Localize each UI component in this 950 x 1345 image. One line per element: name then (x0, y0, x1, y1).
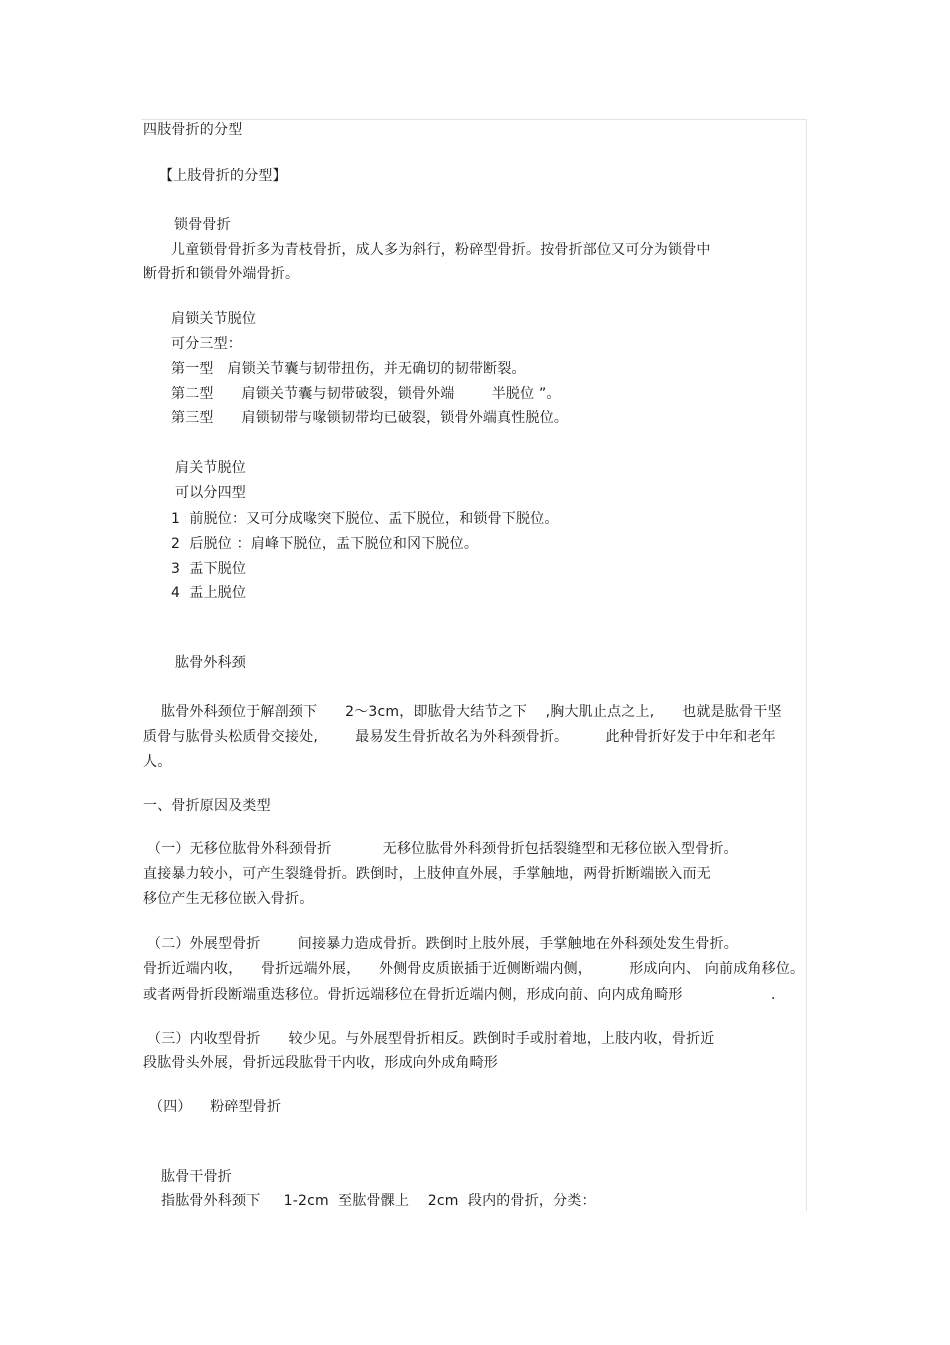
shoulder-heading: 肩关节脱位 (175, 460, 246, 476)
ac-joint-intro: 可分三型： (171, 336, 242, 352)
shoulder-intro: 可以分四型 (175, 485, 246, 501)
surgical-neck-para-line-1: 肱骨外科颈位于解剖颈下 2～3cm，即肱骨大结节之下 ,胸大肌止点之上, 也就是肱骨干坚 (161, 704, 782, 720)
clavicle-para-line-1: 儿童锁骨骨折多为青枝骨折，成人多为斜行，粉碎型骨折。按骨折部位又可分为锁骨中 (171, 242, 711, 258)
surgical-neck-heading: 肱骨外科颈 (175, 655, 246, 671)
clavicle-para-line-2: 断骨折和锁骨外端骨折。 (143, 266, 300, 282)
document-title: 四肢骨折的分型 (143, 122, 243, 138)
type-1-line-1: （一）无移位肱骨外科颈骨折 无移位肱骨外科颈骨折包括裂缝型和无移位嵌入型骨折。 (147, 841, 738, 857)
type-1-line-3: 移位产生无移位嵌入骨折。 (143, 891, 314, 907)
causes-heading: 一、骨折原因及类型 (143, 798, 271, 814)
ac-joint-type-1: 第一型 肩锁关节囊与韧带扭伤，并无确切的韧带断裂。 (171, 361, 526, 377)
type-2-line-1: （二）外展型骨折 间接暴力造成骨折。跌倒时上肢外展，手掌触地在外科颈处发生骨折。 (147, 936, 738, 952)
humeral-shaft-definition: 指肱骨外科颈下 1-2cm 至肱骨髁上 2cm 段内的骨折，分类： (161, 1193, 596, 1209)
shoulder-item-4: 4 盂上脱位 (171, 585, 247, 601)
type-4: （四） 粉碎型骨折 (149, 1099, 282, 1115)
ac-joint-heading: 肩锁关节脱位 (171, 311, 257, 327)
ac-joint-type-2: 第二型 肩锁关节囊与韧带破裂，锁骨外端 半脱位 ”。 (171, 386, 561, 402)
type-2-line-3: 或者两骨折段断端重迭移位。骨折远端移位在骨折近端内侧，形成向前、向内成角畸形 . (143, 987, 776, 1003)
type-3-line-2: 段肱骨头外展，骨折远段肱骨干内收，形成向外成角畸形 (143, 1055, 498, 1071)
shoulder-item-3: 3 盂下脱位 (171, 561, 247, 577)
shoulder-item-2: 2 后脱位 ：肩峰下脱位，盂下脱位和冈下脱位。 (171, 536, 479, 552)
surgical-neck-para-line-3: 人。 (143, 754, 172, 770)
surgical-neck-para-line-2: 质骨与肱骨头松质骨交接处, 最易发生骨折故名为外科颈骨折。 此种骨折好发于中年和老年 (143, 729, 776, 745)
ac-joint-type-3: 第三型 肩锁韧带与喙锁韧带均已破裂，锁骨外端真性脱位。 (171, 410, 569, 426)
humeral-shaft-heading: 肱骨干骨折 (161, 1169, 232, 1185)
clavicle-heading: 锁骨骨折 (174, 217, 231, 233)
type-1-line-2: 直接暴力较小，可产生裂缝骨折。跌倒时，上肢伸直外展，手掌触地，两骨折断端嵌入而无 (143, 866, 711, 882)
type-2-line-2: 骨折近端内收， 骨折远端外展， 外侧骨皮质嵌插于近侧断端内侧， 形成向内、 向前成角移位。 (143, 961, 805, 977)
shoulder-item-1: 1 前脱位：又可分成喙突下脱位、盂下脱位，和锁骨下脱位。 (171, 511, 559, 527)
type-3-line-1: （三）内收型骨折 较少见。与外展型骨折相反。跌倒时手或肘着地，上肢内收，骨折近 (147, 1031, 715, 1047)
section-heading: 【上肢骨折的分型】 (159, 168, 287, 184)
